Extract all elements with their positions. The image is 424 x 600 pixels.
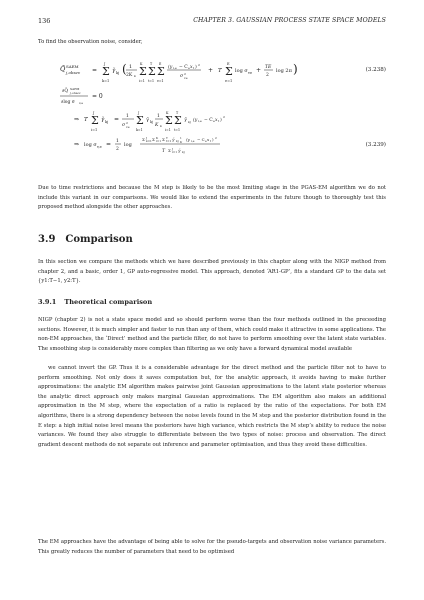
svg-text:= 0: = 0 xyxy=(92,93,103,100)
svg-text:i,e: i,e xyxy=(173,66,177,70)
svg-text:Σ: Σ xyxy=(157,65,165,78)
svg-text:Σ: Σ xyxy=(139,65,147,78)
subsection-heading xyxy=(38,298,152,306)
svg-text:σ: σ xyxy=(122,123,126,128)
running-title: CHAPTER 3. GAUSSIAN PROCESS STATE SPACE MODELS xyxy=(193,17,386,24)
equation-implication-1 xyxy=(38,108,298,132)
svg-text:t: t xyxy=(210,139,212,143)
svg-text:t: t xyxy=(193,66,195,70)
svg-text:γ̃: γ̃ xyxy=(101,117,105,123)
svg-text:v,e: v,e xyxy=(97,145,102,149)
svg-text:t: t xyxy=(218,119,220,123)
svg-text:log 2π: log 2π xyxy=(276,68,292,74)
svg-text:i,e: i,e xyxy=(198,119,202,123)
svg-text:Σ: Σ xyxy=(225,65,233,78)
svg-text:t=1: t=1 xyxy=(148,79,154,83)
svg-text:j,obsev: j,obsev xyxy=(70,91,81,95)
equation-number-3-239: (3.239) xyxy=(365,142,386,148)
svg-text:1: 1 xyxy=(129,64,133,70)
svg-text:Σ: Σ xyxy=(165,114,173,127)
svg-text:kj: kj xyxy=(105,120,109,124)
svg-text:x: x xyxy=(207,137,210,142)
svg-text:TE: TE xyxy=(265,65,272,70)
svg-text:kj: kj xyxy=(116,71,120,75)
svg-text:γ̃: γ̃ xyxy=(146,117,149,123)
svg-text:K: K xyxy=(140,62,143,66)
svg-text:σ: σ xyxy=(180,74,184,79)
svg-text:=: = xyxy=(106,141,112,148)
svg-text:γ̃: γ̃ xyxy=(178,148,181,153)
svg-text:T: T xyxy=(84,117,88,123)
svg-text:): ) xyxy=(195,65,197,70)
svg-text:Σ: Σ xyxy=(162,137,165,142)
equation-3-239 xyxy=(38,132,338,158)
svg-text:2K: 2K xyxy=(126,73,133,78)
equation-row-2 xyxy=(38,85,386,107)
svg-text:e: e xyxy=(188,66,190,70)
svg-text:i=1: i=1 xyxy=(91,128,98,132)
section-paragraph: In this section we compare the methods which we have described previously in this chapter along with the NIGP method from chapter 2, and a basic, order 1, GP auto-regressive model. This approach, denoted ‘AR1-GP’, fits a standard GP to the data set {y1:T−1, y2:T}. xyxy=(38,259,386,285)
section-heading xyxy=(38,234,133,245)
svg-text:kj: kj xyxy=(176,139,179,143)
svg-text:2: 2 xyxy=(116,147,119,152)
page-header xyxy=(38,17,386,27)
svg-text:Σ: Σ xyxy=(152,137,155,142)
svg-text:Σ: Σ xyxy=(174,114,182,127)
svg-text:log σ: log σ xyxy=(84,142,97,148)
svg-text:): ) xyxy=(293,62,298,76)
svg-text:K: K xyxy=(155,123,159,128)
svg-text:2: 2 xyxy=(215,136,217,140)
svg-text:γ̃: γ̃ xyxy=(172,137,175,142)
svg-text:e: e xyxy=(213,119,215,123)
svg-text:Σ: Σ xyxy=(91,114,99,127)
svg-text:i=1: i=1 xyxy=(165,128,171,132)
svg-text:T: T xyxy=(176,111,179,115)
svg-text:ve: ve xyxy=(126,125,130,129)
svg-text:Σ: Σ xyxy=(102,65,110,78)
page-number: 136 xyxy=(38,17,51,25)
svg-text:1: 1 xyxy=(180,136,182,140)
svg-text:(y: (y xyxy=(168,65,173,70)
subsection-title: Theoretical comparison xyxy=(64,298,153,306)
svg-text:1: 1 xyxy=(116,139,119,144)
svg-text:k: k xyxy=(160,124,162,128)
svg-text:SAEM: SAEM xyxy=(70,87,80,91)
svg-text:kj: kj xyxy=(182,150,185,154)
svg-text:e: e xyxy=(205,139,207,143)
svg-text:i=1: i=1 xyxy=(172,150,178,154)
paragraph-after-equations: Due to time restrictions and because the M step is likely to be the most limiting stage in the PGAS-EM algorithm we do not include this variant in our comparisons. We would like to extend the experiments in the future though to thoroughly test this proposed method alongside the other approaches. xyxy=(38,185,386,211)
svg-text:K: K xyxy=(180,140,183,144)
svg-text:Σ: Σ xyxy=(136,114,144,127)
svg-text:1: 1 xyxy=(157,114,160,119)
svg-text:2: 2 xyxy=(266,73,269,78)
svg-text:E: E xyxy=(227,62,230,66)
svg-text:i=1: i=1 xyxy=(156,139,162,143)
svg-text:i=1: i=1 xyxy=(139,79,145,83)
svg-text:Q̃: Q̃ xyxy=(60,65,66,73)
intro-line: To find the observation noise, consider, xyxy=(38,39,143,45)
section-title: Comparison xyxy=(65,234,133,245)
svg-text:− C: − C xyxy=(197,137,205,142)
svg-text:T: T xyxy=(166,136,168,140)
svg-text:kj: kj xyxy=(188,120,191,124)
svg-text:1: 1 xyxy=(126,114,129,119)
svg-text:e=1: e=1 xyxy=(157,79,164,83)
svg-text:+: + xyxy=(256,67,262,74)
svg-text:2: 2 xyxy=(223,115,225,119)
svg-text:v,e: v,e xyxy=(79,101,84,105)
svg-text:J: J xyxy=(104,62,106,66)
svg-text:Σ: Σ xyxy=(168,148,171,153)
svg-text:2: 2 xyxy=(126,121,128,125)
svg-text:k=1: k=1 xyxy=(102,79,110,83)
svg-text:+: + xyxy=(208,67,214,74)
subsection-paragraph-2: we cannot invert the GP. Thus it is a considerable advantage for the direct method and the particle filter not to have to perform smoothing. Not only does it saves computation but, for the analytic approach, it avoids having to make further approximations: the analytic EM algorithm makes pairwise joint Gaussian approximations to the latent state posterior whereas the analytic direct approach only makes marginal Gaussian approximations. The EM algorithm also makes an additional approximation in the M step, where the expectation of a ratio is replaced by the ratio of the expectations. For both EM algorithms, there is a strong dependency between the noise levels found in the M step and the posterior distribution found in the E step: a high initial noise level means the posteriors have high variance, which restricts the M step’s ability to reduce the noise variances. We found they also struggle to differentiate between the two types of noise: process and observation. The direct gradient descent methods do not separate out inference and parameter optimisation, and thus they avoid these difficulties. xyxy=(38,365,386,448)
svg-text:k: k xyxy=(134,74,136,78)
equation-3-238 xyxy=(38,58,338,84)
svg-text:T: T xyxy=(150,62,153,66)
svg-text:(y: (y xyxy=(186,137,190,142)
svg-text:K: K xyxy=(156,136,159,140)
svg-text:SAEM: SAEM xyxy=(66,64,79,69)
equation-number-3-238: (3.238) xyxy=(365,67,386,73)
svg-text:log σ: log σ xyxy=(235,68,248,74)
subsection-paragraph-3: The EM approaches have the advantage of being able to solve for the pseudo-targets and observation noise variance parameters. This greatly reduces the number of parameters that need to be optimised xyxy=(38,539,386,555)
svg-text:T: T xyxy=(162,149,166,154)
svg-text:ve: ve xyxy=(248,71,253,75)
svg-text:2: 2 xyxy=(184,72,186,76)
svg-text:): ) xyxy=(220,118,222,123)
equation-block xyxy=(38,58,386,178)
svg-text:γ̃: γ̃ xyxy=(112,68,116,74)
svg-text:⇒: ⇒ xyxy=(74,116,80,123)
svg-text:⇒: ⇒ xyxy=(74,141,80,148)
subsection-number: 3.9.1 xyxy=(38,298,57,306)
section-number: 3.9 xyxy=(38,234,56,245)
svg-text:J: J xyxy=(138,111,140,115)
svg-text:γ̃: γ̃ xyxy=(184,118,187,123)
svg-text:∂Q̃: ∂Q̃ xyxy=(62,89,69,94)
svg-text:− C: − C xyxy=(204,118,213,123)
equation-row-3 xyxy=(38,108,386,130)
svg-text:K: K xyxy=(166,111,169,115)
svg-text:=: = xyxy=(92,67,98,74)
svg-text:i,e: i,e xyxy=(191,139,195,143)
svg-text:− C: − C xyxy=(179,65,188,70)
svg-text:ve: ve xyxy=(184,76,188,80)
equation-row-1 xyxy=(38,58,386,83)
equation-derivative xyxy=(38,85,158,107)
svg-text:J: J xyxy=(146,136,148,140)
svg-text:Σ: Σ xyxy=(142,137,145,142)
svg-text:t=1: t=1 xyxy=(166,139,172,143)
svg-text:t=1: t=1 xyxy=(174,128,180,132)
svg-text:x: x xyxy=(190,65,193,70)
svg-text:Σ: Σ xyxy=(148,65,156,78)
subsection-paragraph-1: NIGP (chapter 2) is not a state space model and so should perform worse than the four methods outlined in the preceeding sections. However, it is much simpler and faster to run than any of them, which could make it attractive in some applications. The non-EM approaches, the ‘Direct’ method and the particle filter, do not have to perform smoothing over the latent state variables. The smoothing step is considerably more complex than filtering as we only have a forward dynamical model available xyxy=(38,317,386,352)
svg-text:E: E xyxy=(159,62,162,66)
equation-row-4 xyxy=(38,132,386,154)
svg-text:x: x xyxy=(215,118,218,123)
svg-text:T: T xyxy=(218,68,222,74)
svg-text:): ) xyxy=(212,137,214,142)
svg-text:k=1: k=1 xyxy=(136,128,143,132)
svg-text:J: J xyxy=(172,147,174,151)
svg-text:e=1: e=1 xyxy=(225,79,233,83)
svg-text:J: J xyxy=(93,111,95,115)
svg-text:(y: (y xyxy=(193,118,198,123)
svg-text:j,obsev: j,obsev xyxy=(66,70,81,75)
svg-text:log: log xyxy=(124,142,132,148)
svg-text:∂log σ: ∂log σ xyxy=(61,100,75,105)
svg-text:k=1: k=1 xyxy=(146,139,152,143)
svg-text:kj: kj xyxy=(150,120,153,124)
svg-text:=: = xyxy=(114,116,120,123)
svg-text:(: ( xyxy=(122,62,127,76)
svg-text:2: 2 xyxy=(198,63,200,67)
